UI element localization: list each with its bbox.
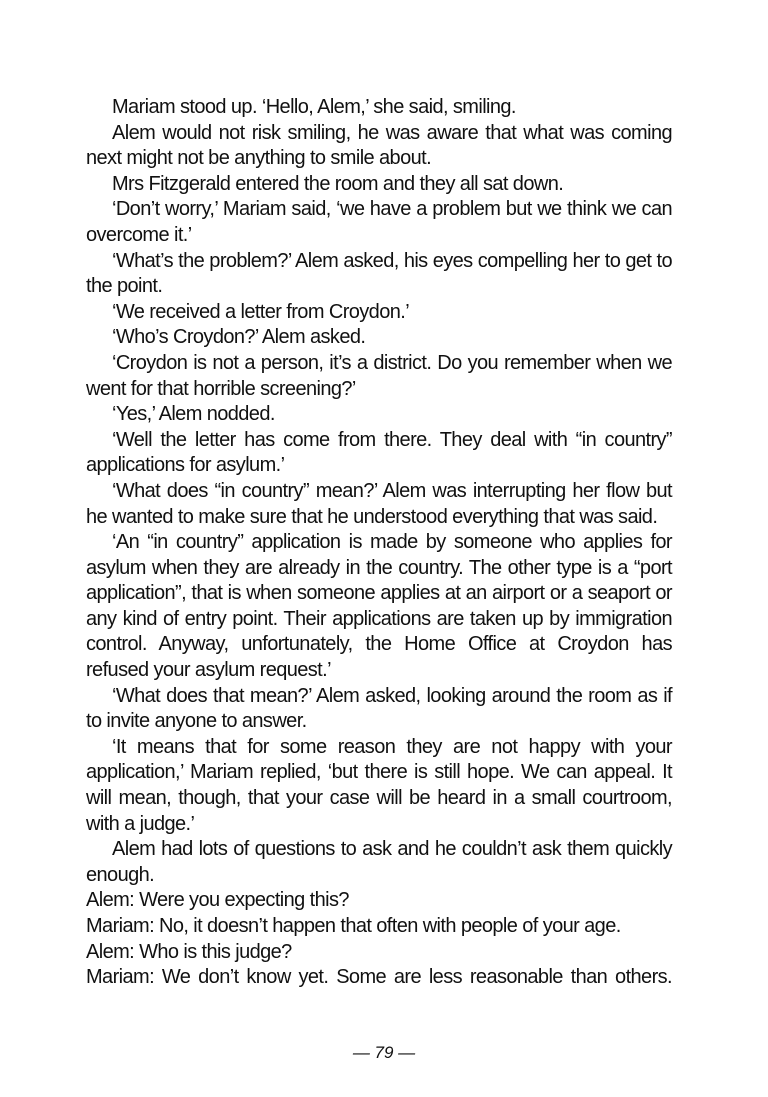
paragraph: ‘What does “in country” mean?’ Alem was interrupting her flow but he wanted to make sure that he understood everything that was said. [86,479,672,528]
paragraph: Mrs Fitzgerald entered the room and they all sat down. [112,172,564,195]
paragraph: Alem would not risk smiling, he was aware that what was coming next might not be anything to smile about. [86,121,672,170]
page-body [86,95,672,991]
dialogue-line: Alem: Were you expecting this? [86,889,349,912]
paragraph: ‘What does that mean?’ Alem asked, looking around the room as if to invite anyone to answer. [86,684,672,733]
paragraph: ‘Yes,’ Alem nodded. [112,403,275,426]
paragraph: ‘Don’t worry,’ Mariam said, ‘we have a problem but we think we can overcome it.’ [86,198,672,246]
paragraph: ‘It means that for some reason they are not happy with your application,’ Mariam replied, ‘but there is still hope. We can appeal. It will mean, though, that your case will be heard in a small courtroom, with a judge.’ [86,735,672,835]
paragraph: ‘What’s the problem?’ Alem asked, his eyes compelling her to get to the point. [86,249,672,298]
dialogue-line: Alem: Who is this judge? [86,940,292,963]
paragraph: ‘Who’s Croydon?’ Alem asked. [112,326,366,349]
dialogue-line: Mariam: We don’t know yet. Some are less reasonable than others. [86,966,672,989]
paragraph: ‘Well the letter has come from there. They deal with “in country” applications for asylum.’ [86,428,672,477]
paragraph: Mariam stood up. ‘Hello, Alem,’ she said, smiling. [112,96,516,118]
paragraph: Alem had lots of questions to ask and he couldn’t ask them quickly enough. [86,838,672,886]
page-number: — 79 — [352,1043,416,1062]
paragraph: ‘An “in country” application is made by someone who applies for asylum when they are already in the country. The other type is a “port application”, that is when someone applies at an airport or a seaport or any kind of entry point. Their applications are taken up by immigration control. Anyway, unfortunately, the Home Office at Croydon has refused your asylum request.’ [86,531,672,682]
paragraph: ‘Croydon is not a person, it’s a district. Do you remember when we went for that horrible screening?’ [86,351,672,400]
paragraph: ‘We received a letter from Croydon.’ [112,300,410,323]
dialogue-line: Mariam: No, it doesn’t happen that often with people of your age. [86,915,621,937]
